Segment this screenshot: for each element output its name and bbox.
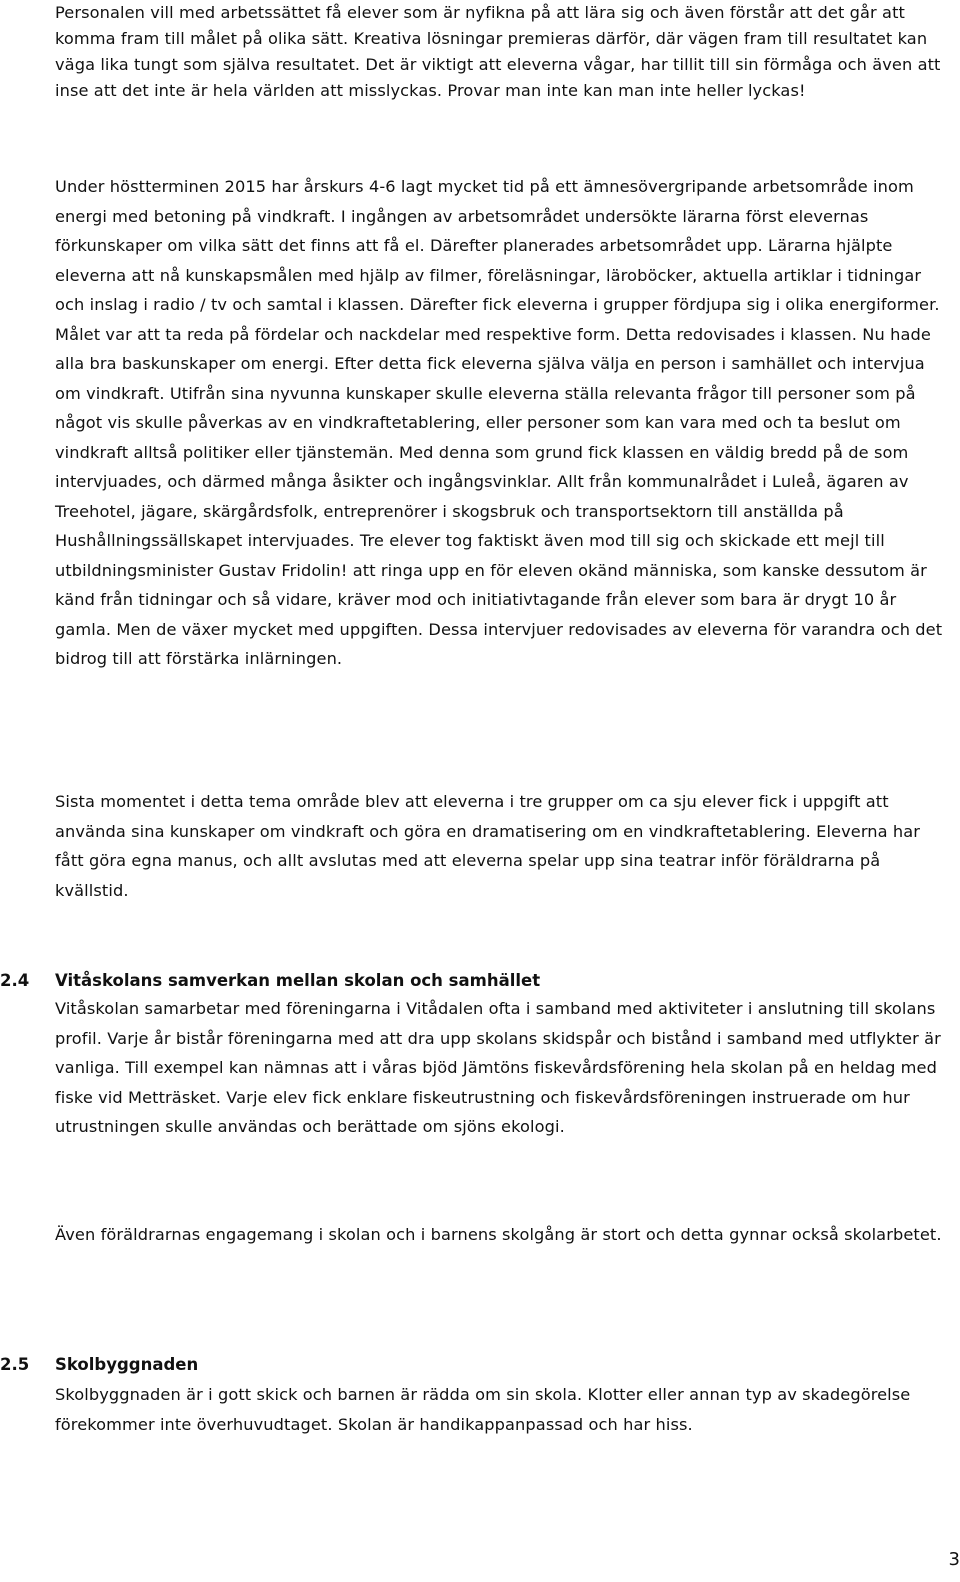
section-2-5-number: 2.5 bbox=[0, 1355, 30, 1374]
section-2-5-heading bbox=[0, 1350, 960, 1380]
section-2-4-paragraph-1: Vitåskolan samarbetar med föreningarna i Vitådalen ofta i samband med aktiviteter i anslutning till skolans profil. Varje år bistår föreningarna med att dra upp skolans skidspår och bistånd i samband med utflykter är vanliga. Till exempel kan nämnas att i våras bjöd Jämtöns fiskevårdsförening hela skolan på en heldag med fiske vid Metträsket. Varje elev fick enklare fiskeutrustning och fiskevårdsföreningen instruerade om hur utrustningen skulle användas och berättade om sjöns ekologi. bbox=[55, 999, 941, 1136]
section-2-4-heading bbox=[0, 966, 960, 996]
section-2-5-title: Skolbyggnaden bbox=[55, 1355, 199, 1374]
autumn-term-paragraph: Under höstterminen 2015 har årskurs 4-6 lagt mycket tid på ett ämnesövergripande arbetsområde inom energi med betoning på vindkraft. I ingången av arbetsområdet undersökte lärarna först elevernas förkunskaper om vilka sätt det finns att få el. Därefter planerades arbetsområdet upp. Lärarna hjälpte eleverna att nå kunskapsmålen med hjälp av filmer, föreläsningar, läroböcker, aktuella artiklar i tidningar och inslag i radio / tv och samtal i klassen. Därefter fick eleverna i grupper fördjupa sig i olika energiformer. Målet var att ta reda på fördelar och nackdelar med respektive form. Detta redovisades i klassen. Nu hade alla bra baskunskaper om energi. Efter detta fick eleverna själva välja en person i samhället och intervjua om vindkraft. Utifrån sina nyvunna kunskaper skulle eleverna ställa relevanta frågor till personer som på något vis skulle påverkas av en vindkraftetablering, eller personer som kan vara med och ta beslut om vindkraft alltså politiker eller tjänstemän. Med denna som grund fick klassen en väldig bredd på de som intervjuades, och därmed många åsikter och ingångsvinklar. Allt från kommunalrådet i Luleå, ägaren av Treehotel, jägare, skärgårdsfolk, entreprenörer i skogsbruk och transportsektorn till anställda på Hushållningssällskapet intervjuades. Tre elever tog faktiskt även mod till sig och skickade ett mejl till utbildningsminister Gustav Fridolin! att ringa upp en för eleven okänd människa, som kanske dessutom är känd från tidningar och så vidare, kräver mod och initiativtagande från elever som bara är drygt 10 år gamla. Men de växer mycket med uppgiften. Dessa intervjuer redovisades av eleverna för varandra och det bidrog till att förstärka inlärningen. bbox=[55, 177, 943, 668]
final-moment-paragraph: Sista momentet i detta tema område blev att eleverna i tre grupper om ca sju elever fick i uppgift att använda sina kunskaper om vindkraft och göra en dramatisering om en vindkraftetablering. Eleverna har fått göra egna manus, och allt avslutas med att eleverna spelar upp sina teatrar inför föräldrarna på kvällstid. bbox=[55, 792, 921, 900]
section-2-4-paragraph-2: Även föräldrarnas engagemang i skolan och i barnens skolgång är stort och detta gynnar också skolarbetet. bbox=[55, 1225, 942, 1244]
section-2-4-number: 2.4 bbox=[0, 971, 30, 990]
page-number: 3 bbox=[948, 1549, 960, 1570]
section-2-4-title: Vitåskolans samverkan mellan skolan och samhället bbox=[55, 971, 541, 990]
intro-paragraph: Personalen vill med arbetssättet få elever som är nyfikna på att lära sig och även förstår att det går att komma fram till målet på olika sätt. Kreativa lösningar premieras därför, där vägen fram till resultatet kan väga lika tungt som själva resultatet. Det är viktigt att eleverna vågar, har tillit till sin förmåga och även att inse att det inte är hela världen att misslyckas. Provar man inte kan man inte heller lyckas! bbox=[55, 3, 941, 100]
section-2-5-paragraph: Skolbyggnaden är i gott skick och barnen är rädda om sin skola. Klotter eller annan typ av skadegörelse förekommer inte överhuvudtaget. Skolan är handikappanpassad och har hiss. bbox=[55, 1385, 911, 1434]
